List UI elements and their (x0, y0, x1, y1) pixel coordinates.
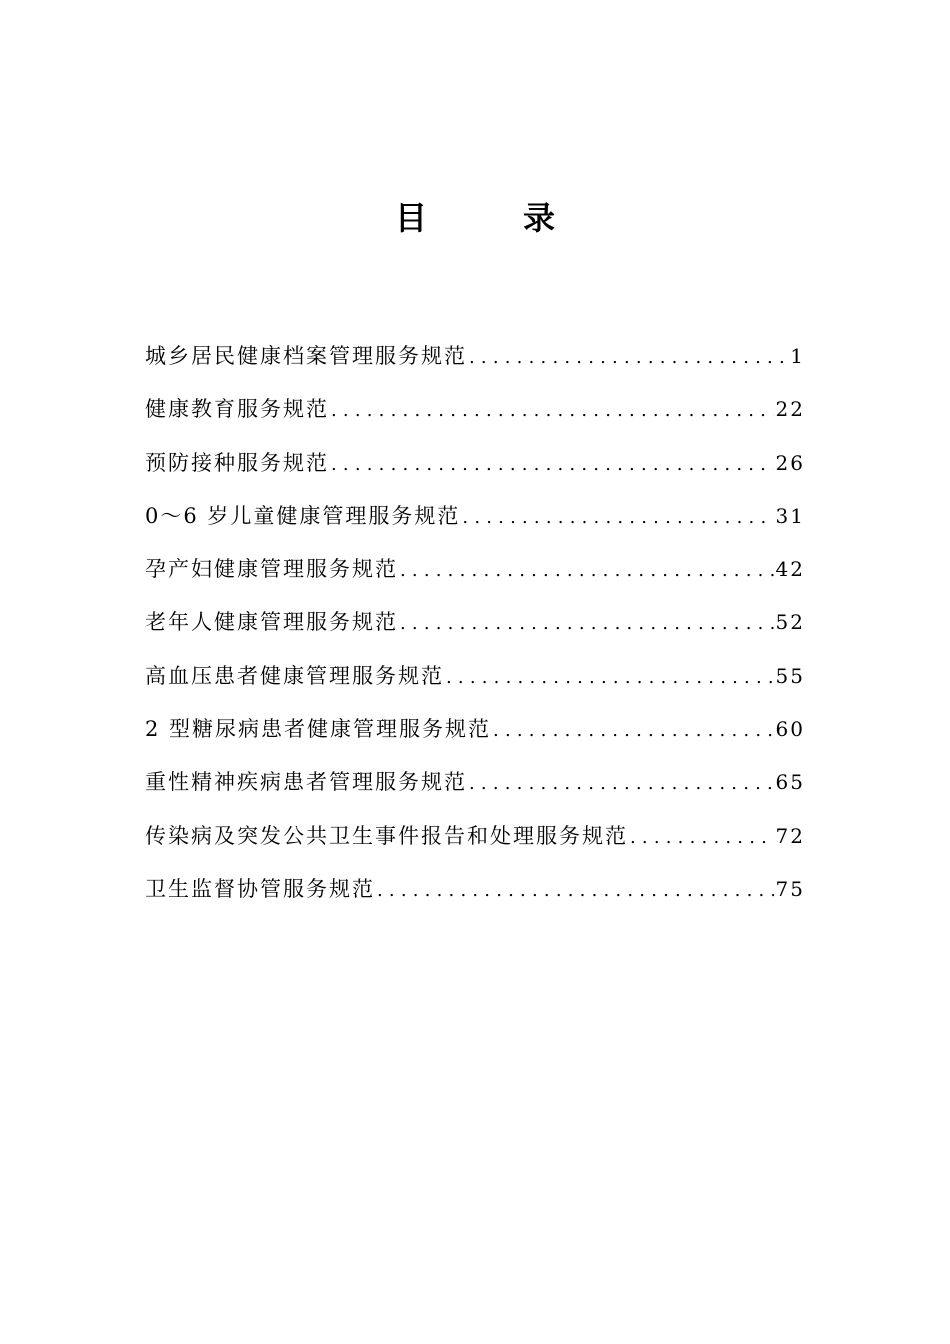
page-title: 目 录 (394, 199, 587, 237)
toc-leader-dots (446, 658, 774, 698)
toc-entry-page: 1 (790, 344, 805, 368)
toc-entry-label: 0～6 岁儿童健康管理服务规范 (145, 503, 461, 528)
toc-entry-page: 65 (775, 770, 805, 795)
toc-leader-dots (377, 871, 774, 911)
toc-leader-dots (469, 338, 788, 378)
toc-entry[interactable] (145, 389, 805, 442)
toc-entry-label: 卫生监督协管服务规范 (145, 876, 375, 901)
toc-entry-page: 31 (775, 503, 805, 528)
toc-entry-page: 72 (775, 823, 805, 848)
toc-entry[interactable] (145, 762, 805, 815)
toc-entry-label: 健康教育服务规范 (145, 397, 329, 422)
toc-entry[interactable] (145, 443, 805, 496)
toc-entry[interactable] (145, 602, 805, 655)
toc-leader-dots (331, 391, 774, 431)
toc-entry-page: 52 (775, 610, 805, 635)
toc-entry-label: 重性精神疾病患者管理服务规范 (145, 770, 467, 795)
toc-entry-page: 75 (775, 876, 805, 901)
toc-leader-dots (630, 818, 774, 858)
toc-leader-dots (493, 711, 774, 751)
toc-entry-label: 2 型糖尿病患者健康管理服务规范 (145, 717, 492, 742)
toc-entry-label: 城乡居民健康档案管理服务规范 (145, 344, 467, 368)
toc-entry[interactable] (145, 549, 805, 602)
toc-leader-dots (469, 764, 774, 804)
toc-entry[interactable] (145, 816, 805, 869)
toc-entry-label: 预防接种服务规范 (145, 450, 329, 475)
toc-entry[interactable] (145, 869, 805, 922)
toc-entry[interactable] (145, 656, 805, 709)
toc-entry[interactable] (145, 336, 805, 389)
toc-leader-dots (331, 445, 774, 485)
toc-entry-label: 孕产妇健康管理服务规范 (145, 557, 398, 582)
toc-entry-page: 22 (775, 397, 805, 422)
toc-leader-dots (462, 498, 773, 538)
toc-entry-page: 26 (775, 450, 805, 475)
toc-entry-label: 传染病及突发公共卫生事件报告和处理服务规范 (145, 823, 628, 848)
toc-entry-label: 老年人健康管理服务规范 (145, 610, 398, 635)
toc-entry-page: 42 (775, 557, 805, 582)
toc-entry-label: 高血压患者健康管理服务规范 (145, 663, 444, 688)
toc-entry-page: 55 (775, 663, 805, 688)
table-of-contents (145, 336, 805, 922)
toc-entry-page: 60 (775, 717, 805, 742)
toc-leader-dots (400, 604, 774, 644)
toc-leader-dots (400, 551, 774, 591)
toc-entry[interactable] (145, 709, 805, 762)
toc-entry[interactable] (145, 496, 805, 549)
